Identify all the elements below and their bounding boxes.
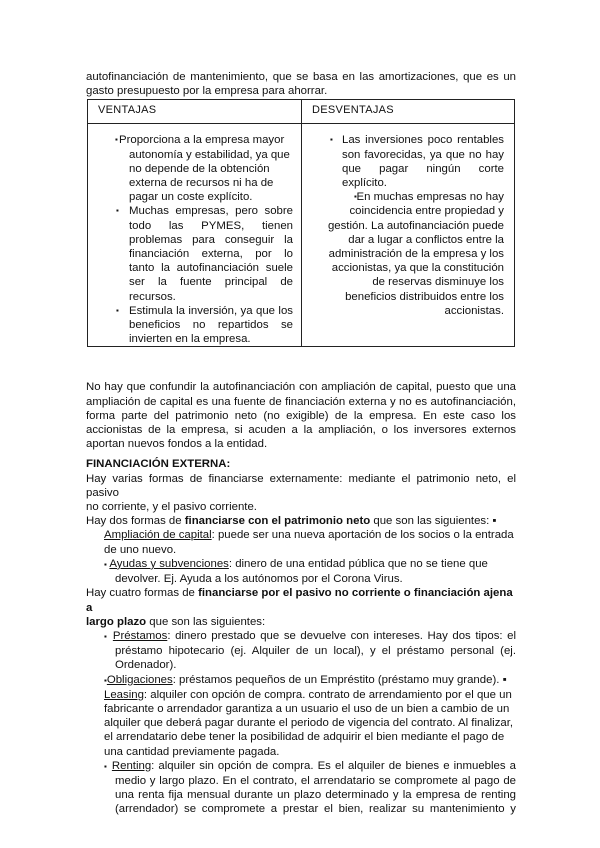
obligaciones-line-1: : préstamos pequeños de un Empréstito (préstamo muy grande). ▪ [172, 673, 507, 686]
renting-line-1: : alquiler sin opción de compra. Es el alquiler de bienes e inmuebles a [151, 759, 516, 772]
pasivo-post: que son las siguientes: [146, 615, 266, 628]
ventajas-item-line: financiación externa, por lo [129, 248, 293, 261]
obligaciones-bullet: ▪ [104, 675, 107, 685]
paragraph-line-4: accionistas de la empresa, si acuden a la ampliación, o los inversores externos [86, 424, 516, 437]
prestamos-line-3: Ordenador). [115, 659, 177, 672]
ventajas-item-line: pagar un coste explícito. [129, 191, 253, 204]
desventajas-cell [302, 124, 515, 347]
leasing-line-2: fabricante o arrendador garantiza a un usuario el uso de un bien a cambio de un [104, 702, 510, 715]
renting-item [86, 759, 516, 774]
ventajas-item-line: externa de recursos ni ha de [129, 177, 274, 190]
ventajas-item-line: autonomía y estabilidad, ya que [129, 148, 290, 161]
obligaciones-term: Obligaciones [106, 673, 173, 686]
bullet-marker: ▪ [330, 135, 333, 145]
ventajas-list [88, 133, 301, 346]
ventajas-item [88, 133, 301, 204]
intro-line-2: gasto presupuesto por la empresa para ahorrar. [86, 85, 328, 98]
desventajas-item-line: coincidencia entre propiedad y [349, 205, 504, 218]
heading-text: FINANCIACIÓN EXTERNA: [86, 458, 231, 471]
bullet-marker: ▪ [354, 192, 357, 202]
ventajas-item-line: recursos. [129, 290, 176, 303]
renting-bullet: ▪ [104, 761, 108, 771]
leasing-line-1: : alquiler con opción de compra. contrato de arrendamiento por el que un [143, 688, 512, 701]
section-heading [86, 457, 516, 471]
ayudas-line-2: devolver. Ej. Ayuda a los autónomos por el Corona Virus. [115, 573, 403, 586]
ventajas-item-line: tanto la autofinanciación suele [129, 262, 293, 275]
pasivo-bold-2: largo plazo [86, 615, 147, 628]
renting-line-3: una renta fija mensual durante un plazo determinado y la empresa de renting [115, 789, 516, 802]
ventajas-item-line: ▪ Estimula la inversión, ya que los [116, 304, 293, 317]
paragraph-line-5: aportan nuevos fondos a la entidad. [86, 438, 268, 451]
ayudas-bullet: ▪ [104, 559, 107, 569]
desventajas-item-line: administración de la empresa y los [328, 248, 504, 261]
desventajas-item-line: accionistas, ya que la constitución [331, 262, 504, 275]
desventajas-item-line: de reservas disminuye los [372, 276, 504, 289]
desventajas-item [302, 190, 514, 318]
ventajas-item-line: ser la fuente principal de [129, 276, 293, 289]
pasivo-bold-1: financiarse por el pasivo no corriente o financiación ajena a [86, 587, 513, 614]
ampliacion-item [86, 528, 516, 542]
prestamos-term: Préstamos [112, 629, 168, 642]
patrimonio-bold: financiarse con el patrimonio neto [184, 515, 371, 528]
ventajas-item-line: todo las PYMES, tienen [129, 219, 293, 232]
patrimonio-pre: Hay dos formas de [86, 515, 185, 528]
leasing-line-5: una cantidad previamente pagada. [104, 745, 280, 758]
desventajas-item-line: que pagar ningún corte [342, 162, 504, 175]
desventajas-item-line: ▪ Las inversiones poco rentables [330, 134, 504, 147]
external-line-2: no corriente, y el pasivo corriente. [86, 501, 257, 514]
desventajas-item-line: beneficios distribuidos entre los [345, 290, 504, 303]
renting-line-4: (arrendador) se compromete a prestar el bien, realizar su mantenimiento y [115, 803, 516, 816]
external-line-1: Hay varias formas de financiarse externamente: mediante el patrimonio neto, el pasivo [86, 472, 516, 499]
prestamos-line-1: : dinero prestado que se devuelve con intereses. Hay dos tipos: el [167, 629, 516, 642]
ventajas-item [88, 204, 301, 303]
bullet-marker: ▪ [116, 206, 119, 216]
bullet-marker: ▪ [115, 135, 118, 145]
desventajas-item-line: accionistas. [444, 304, 504, 317]
desventajas-item-line: ▪ En muchas empresas no hay [354, 191, 504, 204]
patrimonio-intro [86, 514, 516, 528]
desventajas-item-line: son favorecidas, ya que no hay [342, 148, 504, 161]
leasing-line-4: el arrendatario debe tener la posibilidad de adquirir el bien mediante el pago de [104, 731, 505, 744]
prestamos-line-2: préstamo hipotecario (ej. Alquiler de un local), y el préstamo personal (ej. [115, 645, 516, 658]
paragraph-line-1: No hay que confundir la autofinanciación con ampliación de capital, puesto que una [86, 381, 516, 394]
header-ventajas: VENTAJAS [88, 100, 302, 124]
ampliacion-term: Ampliación de capital [104, 529, 212, 542]
ventajas-cell [88, 124, 302, 347]
desventajas-item-line: gestión. La autofinanciación puede [327, 219, 504, 232]
paragraph-line-3: forma parte del patrimonio neto (no exigible) de la empresa. En este caso los [86, 409, 516, 422]
desventajas-list [302, 133, 514, 318]
leasing-term: Leasing [104, 688, 144, 701]
ventajas-item-line: problemas para conseguir la [129, 233, 293, 246]
ampliacion-line-1: : puede ser una nueva aportación de los socios o la entrada [211, 529, 514, 542]
pros-cons-table [87, 99, 515, 347]
pasivo-pre: Hay cuatro formas de [86, 587, 199, 600]
ayudas-line-1: : dinero de una entidad pública que no se tiene que [228, 557, 488, 570]
ayudas-item [86, 557, 516, 572]
pasivo-intro-1 [86, 586, 516, 614]
ventajas-item-line: invierten en la empresa. [129, 333, 251, 346]
desventajas-item [302, 133, 514, 190]
obligaciones-item [86, 673, 516, 688]
leasing-line-3: alquiler que deberá pagar durante el periodo de vigencia del contrato. Al finalizar, [104, 717, 514, 730]
ampliacion-line-2: de uno nuevo. [104, 543, 177, 556]
paragraph-line-2: ampliación de capital es una fuente de financiación externa y no es autofinanciación, [86, 395, 516, 408]
ventajas-item-line: ▪ Proporciona a la empresa mayor [115, 134, 285, 147]
desventajas-item-line: dar a lugar a conflictos entre la [348, 233, 504, 246]
prestamos-item [86, 629, 516, 644]
renting-line-2: medio y largo plazo. En el contrato, el arrendatario se compromete al pago de [115, 774, 516, 787]
ventajas-item-line: no depende de la obtención [129, 162, 270, 175]
intro-line-1: autofinanciación de mantenimiento, que se basa en las amortizaciones, que es un [86, 71, 516, 83]
ventajas-item [88, 304, 301, 347]
ventajas-item-line: ▪ Muchas empresas, pero sobre [116, 205, 293, 218]
ayudas-term: Ayudas y subvenciones [109, 557, 229, 570]
renting-term: Renting [111, 759, 152, 772]
bullet-marker: ▪ [116, 305, 119, 315]
document-page [86, 70, 516, 817]
desventajas-item-line: explícito. [342, 177, 387, 190]
pasivo-intro-2 [86, 615, 516, 629]
patrimonio-post: que son las siguientes: ▪ [370, 515, 497, 528]
leasing-item [86, 688, 516, 702]
prestamos-bullet: ▪ [104, 631, 109, 641]
ventajas-item-line: beneficios no repartidos se [129, 319, 293, 332]
header-desventajas: DESVENTAJAS [302, 100, 515, 124]
